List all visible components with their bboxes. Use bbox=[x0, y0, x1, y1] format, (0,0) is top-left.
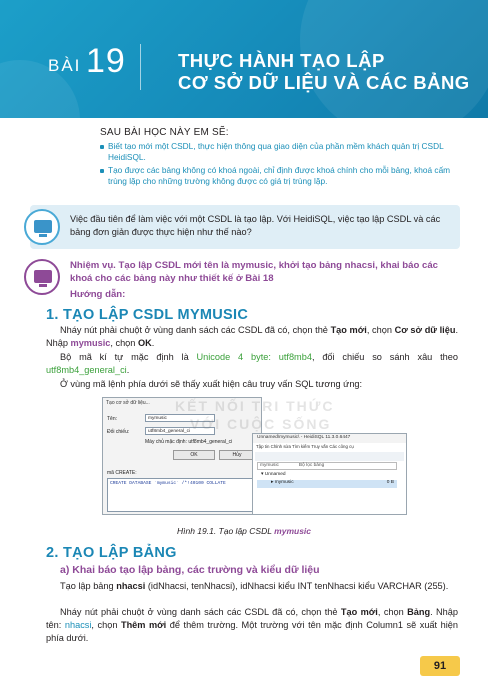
text: mymusic bbox=[260, 463, 279, 468]
text: . bbox=[126, 365, 130, 375]
text: Bộ lọc bảng bbox=[298, 463, 325, 468]
name-label: Tên: bbox=[107, 416, 118, 422]
text: (idNhacsi, tenNhacsi), idNhacsi kiểu INT tenNhacsi kiểu VARCHAR (255). bbox=[145, 581, 449, 591]
dialog-title: Tạo cơ sở dữ liệu... bbox=[106, 400, 150, 406]
section1-paragraph1 bbox=[46, 324, 458, 350]
create-code-label: mã CREATE: bbox=[107, 470, 137, 476]
text: mymusic bbox=[274, 526, 312, 536]
task-text: Nhiệm vụ. Tạo lập CSDL mới tên là mymusic, khởi tạo bảng nhacsi, khai báo các khoá cho các bảng này như thiết kế ở Bài 18 bbox=[70, 260, 438, 284]
banner-divider bbox=[140, 44, 141, 90]
lesson-number: 19 bbox=[86, 42, 126, 80]
server-default-text: Máy chủ mặc định: utf8mb4_general_ci bbox=[145, 439, 233, 445]
text: , chọn bbox=[91, 620, 121, 630]
text: . bbox=[151, 338, 155, 348]
lesson-banner bbox=[0, 0, 488, 118]
heidisql-menu[interactable]: Tập tin Chỉnh sửa Tìm kiếm Truy vấn Các công cụ bbox=[256, 444, 354, 449]
lesson-word: BÀI bbox=[48, 56, 82, 75]
text: mymusic bbox=[70, 338, 111, 348]
text: Tạo mới bbox=[330, 325, 367, 335]
text: Cơ sở dữ liệu bbox=[394, 325, 456, 335]
section1-paragraph3: Ở vùng mã lệnh phía dưới sẽ thấy xuất hiện câu truy vấn SQL tương ứng: bbox=[60, 379, 363, 389]
watermark: KẾT NỐI TRI THỨC bbox=[175, 398, 335, 414]
text: , chọn bbox=[110, 338, 138, 348]
objective-item: Tạo được các bảng không có khoá ngoài, chỉ định được khoá chính cho mỗi bảng, khoá cấm trùng lặp cho những trường không được có giá trị trùng lặp. bbox=[100, 165, 455, 187]
name-input[interactable]: mymusic bbox=[145, 414, 215, 422]
tree-search-input[interactable] bbox=[257, 462, 397, 470]
text: Hình 19.1. Tạo lập CSDL bbox=[176, 526, 275, 536]
figure-caption bbox=[0, 526, 488, 536]
text: . Nhập bbox=[46, 325, 458, 348]
objectives-box bbox=[100, 127, 455, 189]
objective-item: Biết tạo mới một CSDL, thực hiện thông qua giao diện của phần mềm khách quản trị CSDL HeidiSQL. bbox=[100, 141, 455, 163]
tree-node-unnamed[interactable]: ▾ Unnamed bbox=[261, 472, 286, 477]
objectives-heading: SAU BÀI HỌC NÀY EM SẼ: bbox=[100, 127, 229, 138]
text: , đối chiếu so sánh xâu theo bbox=[311, 352, 458, 362]
figure-19-1 bbox=[102, 397, 402, 517]
cancel-button[interactable]: Hủy bbox=[219, 450, 255, 460]
section1-heading: 1. TẠO LẬP CSDL MYMUSIC bbox=[46, 307, 249, 323]
page-number: 91 bbox=[420, 656, 460, 676]
collation-label: Đối chiếu: bbox=[107, 429, 130, 435]
text: Bảng bbox=[407, 607, 431, 617]
text: Nháy nút phải chuột ở vùng danh sách các CSDL đã có, chọn thẻ bbox=[60, 325, 331, 335]
text: Tạo lập bảng bbox=[60, 581, 117, 591]
section2-heading: 2. TẠO LẬP BẢNG bbox=[46, 545, 177, 561]
text: mymusic bbox=[274, 480, 294, 485]
database-tree bbox=[257, 462, 397, 512]
text: Nháy nút phải chuột ở vùng danh sách các CSDL đã có, chọn thẻ bbox=[60, 607, 341, 617]
text: để thêm trường. Một trường với tên mặc định Column1 sẽ xuất hiện phía dưới. bbox=[46, 620, 458, 643]
monitor-icon bbox=[24, 209, 60, 245]
tree-node-mymusic[interactable]: ▸ mymusic 0 B bbox=[257, 480, 397, 488]
text: Bộ mã kí tự mặc định là bbox=[60, 352, 197, 362]
watermark: VỚI CUỘC SỐNG bbox=[190, 416, 332, 432]
lesson-title-line1: THỰC HÀNH TẠO LẬP bbox=[178, 50, 385, 71]
section1-paragraph2 bbox=[46, 351, 458, 377]
text: nhacsi bbox=[116, 581, 146, 591]
text: OK bbox=[137, 338, 152, 348]
lesson-title-line2: CƠ SỞ DỮ LIỆU VÀ CÁC BẢNG bbox=[178, 72, 470, 93]
ok-button[interactable]: OK bbox=[173, 450, 215, 460]
text: 0 B bbox=[386, 480, 394, 485]
collation-select[interactable]: utf8mb4_general_ci bbox=[145, 427, 215, 435]
heidisql-title: Unnamed\mymusic\ - HeidiSQL 11.3.0.6447 bbox=[253, 434, 406, 443]
text: Unicode 4 byte: utf8mb4 bbox=[196, 352, 312, 362]
text: Tạo mới bbox=[340, 607, 378, 617]
sql-code-area[interactable]: CREATE DATABASE `mymusic` /*!40100 COLLATE bbox=[107, 478, 257, 512]
text: . Nhập tên: bbox=[46, 607, 458, 630]
heidisql-toolbar[interactable] bbox=[255, 452, 404, 461]
section2-paragraph2 bbox=[46, 606, 458, 645]
text: utf8mb4_general_ci bbox=[46, 365, 127, 375]
text: Unnamed bbox=[264, 472, 286, 477]
section2-paragraph1 bbox=[46, 580, 458, 593]
heidisql-window bbox=[252, 433, 407, 515]
guide-label: Hướng dẫn: bbox=[70, 289, 126, 300]
computer-icon bbox=[24, 259, 60, 295]
intro-box bbox=[30, 205, 460, 249]
text: , chọn bbox=[377, 607, 408, 617]
text: , chọn bbox=[366, 325, 395, 335]
section2-subheading: a) Khai báo tạo lập bảng, các trường và kiểu dữ liệu bbox=[60, 564, 320, 576]
text: Thêm mới bbox=[120, 620, 167, 630]
intro-text: Việc đầu tiên để làm việc với một CSDL là tạo lập. Với HeidiSQL, việc tạo lập CSDL và các bảng đơn giản được thực hiện như thế nào? bbox=[70, 214, 441, 237]
create-database-dialog bbox=[102, 397, 262, 515]
text: nhacsi bbox=[64, 620, 92, 630]
